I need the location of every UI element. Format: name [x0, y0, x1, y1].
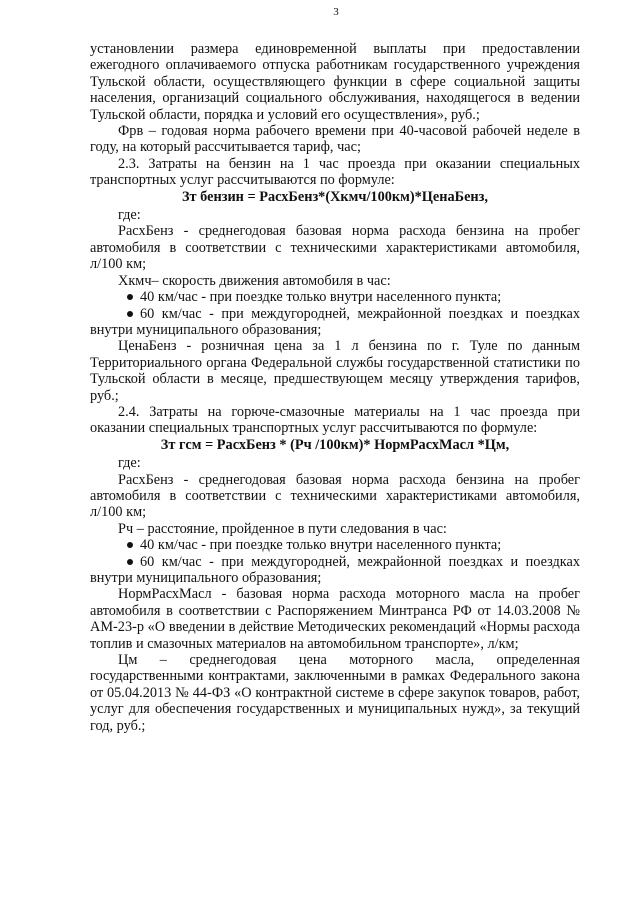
bullet-dot-icon — [127, 559, 133, 565]
bullet-text: 60 км/час - при междугородней, межрайонной поездках и поездках внутри муниципального образования; — [90, 553, 580, 586]
bullet-item — [90, 306, 580, 339]
paragraph-rashbenz: РасхБенз - среднегодовая базовая норма расхода бензина на пробег автомобиля в соответствии с техническими характеристиками автомобиля, л/100 км; — [90, 223, 580, 273]
bullet-text: 60 км/час - при междугородней, межрайонной поездках и поездках внутри муниципального образования; — [90, 305, 580, 338]
where-label: где: — [118, 455, 141, 472]
bullet-dot-icon — [127, 542, 133, 548]
page-number: 3 — [333, 6, 339, 18]
paragraph-2-4: 2.4. Затраты на горюче-смазочные материалы на 1 час проезда при оказании специальных транспортных услуг рассчитываются по формуле: — [90, 403, 580, 437]
bullet-dot-icon — [127, 311, 133, 317]
paragraph-normrashmasl: НормРасхМасл - базовая норма расхода моторного масла на пробег автомобиля в соответствии с Распоряжением Минтранса РФ от 14.03.2008 № АМ-23-р «О введении в действие Методических рекомендаций «Нормы расхода топлив и смазочных материалов на автомобильном транспорте», л/км; — [90, 586, 580, 652]
paragraph-cenabenz: ЦенаБенз - розничная цена за 1 л бензина по г. Туле по данным Территориального органа Федеральной службы государственной статистики по Тульской области в месяце, предшествующем месяцу утверждения тарифов, руб.; — [90, 338, 580, 404]
bullet-text: 40 км/час - при поездке только внутри населенного пункта; — [140, 289, 502, 306]
bullet-dot-icon — [127, 294, 133, 300]
where-label: где: — [118, 207, 141, 224]
paragraph-hkmch: Хкмч– скорость движения автомобиля в час: — [118, 272, 391, 289]
bullet-item — [90, 537, 580, 553]
paragraph-frv: Фрв – годовая норма рабочего времени при 40-часовой рабочей неделе в году, на который рассчитывается тариф, час; — [90, 123, 580, 156]
paragraph-rch: Рч – расстояние, пройденное в пути следования в час: — [118, 520, 447, 537]
bullet-item — [90, 289, 580, 305]
paragraph-2-3: 2.3. Затраты на бензин на 1 час проезда при оказании специальных транспортных услуг рассчитываются по формуле: — [90, 155, 580, 189]
formula-gsm: Зт гсм = РасхБенз * (Рч /100км)* НормРасхМасл *Цм, — [160, 436, 510, 453]
bullet-text: 40 км/час - при поездке только внутри населенного пункта; — [140, 537, 502, 554]
paragraph-cm: Цм – среднегодовая цена моторного масла, определенная государственными контрактами, заключенными в рамках Федерального закона от 05.04.2013 № 44-ФЗ «О контрактной системе в сфере закупок товаров, работ, услуг для обеспечения государственных и муниципальных нужд», за текущий год, руб.; — [90, 652, 580, 734]
formula-benzin: Зт бензин = РасхБенз*(Хкмч/100км)*ЦенаБенз, — [182, 188, 488, 205]
bullet-item — [90, 554, 580, 587]
paragraph-intro: установлении размера единовременной выплаты при предоставлении ежегодного оплачиваемого отпуска работникам государственного учреждения Тульской области, осуществляющего функции в сфере социальной защиты населения, организаций социального обслуживания, находящегося в ведении Тульской области, порядка и условий его осуществления», руб.; — [90, 41, 580, 123]
paragraph-rashbenz: РасхБенз - среднегодовая базовая норма расхода бензина на пробег автомобиля в соответствии с техническими характеристиками автомобиля, л/100 км; — [90, 471, 580, 521]
